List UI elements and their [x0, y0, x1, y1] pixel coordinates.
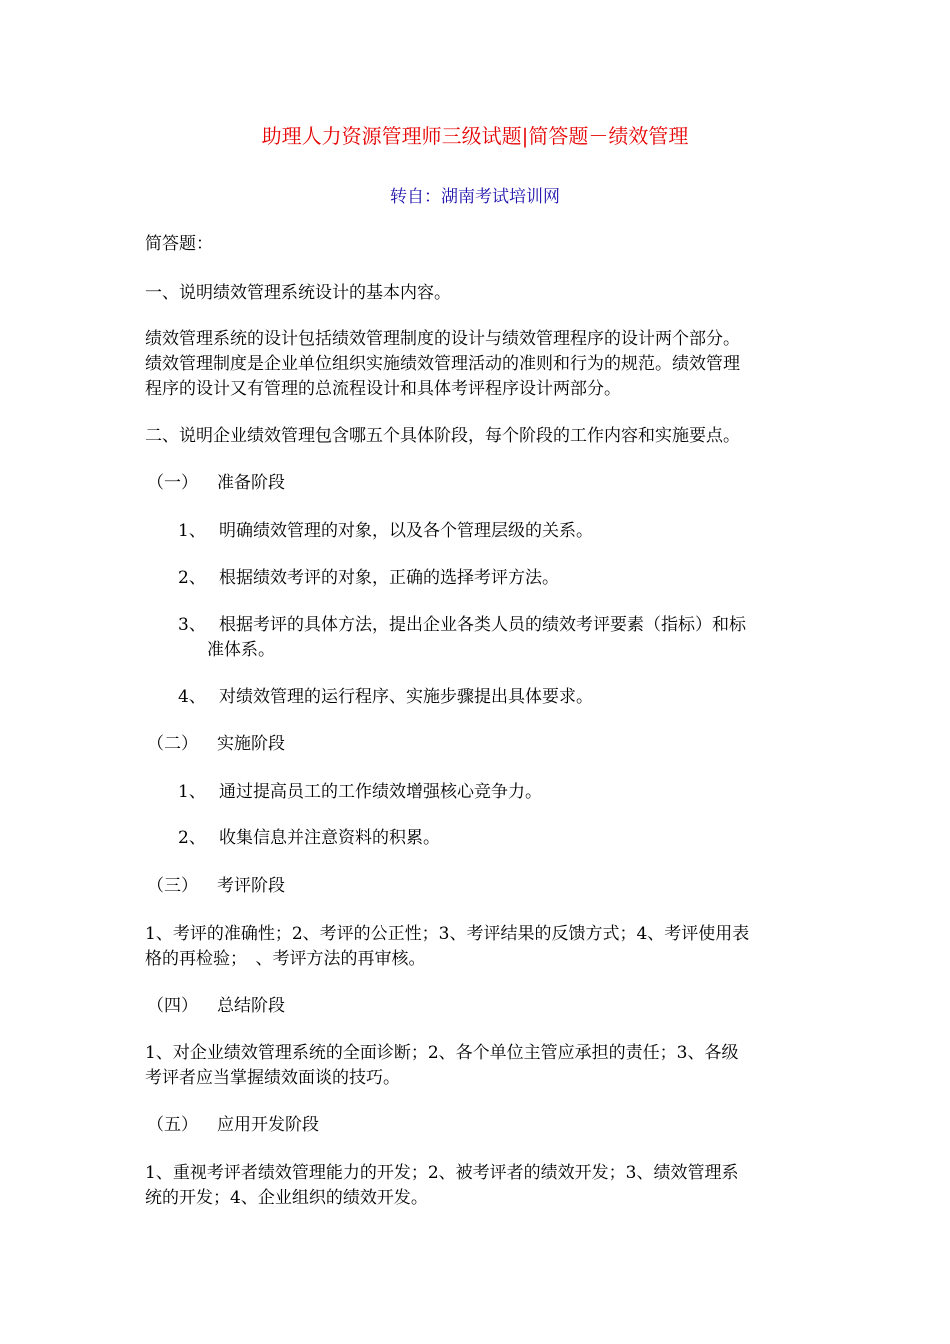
stage-4-line-2: 考评者应当掌握绩效面谈的技巧。	[145, 1068, 400, 1088]
stage-5-name: 应用开发阶段	[217, 1115, 319, 1135]
answer-1-line-3: 程序的设计又有管理的总流程设计和具体考评程序设计两部分。	[145, 379, 621, 399]
stage-4-heading	[147, 994, 812, 1019]
stage-2-label: （二）	[147, 734, 198, 754]
source-link[interactable]: 转自：湖南考试培训网	[390, 187, 560, 207]
item-number: 2、	[178, 828, 206, 848]
answer-1-line-1: 绩效管理系统的设计包括绩效管理制度的设计与绩效管理程序的设计两个部分。	[145, 329, 740, 349]
stage-1-name: 准备阶段	[217, 473, 285, 493]
stage-4-label: （四）	[147, 996, 198, 1016]
stage-3-heading	[147, 874, 812, 899]
stage-4-content	[145, 1041, 810, 1091]
item-text: 根据考评的具体方法，提出企业各类人员的绩效考评要素（指标）和标	[219, 615, 746, 635]
stage-1-item-3	[178, 613, 813, 663]
stage-5-content	[145, 1161, 810, 1211]
item-number: 4、	[178, 687, 206, 707]
section-heading: 简答题：	[145, 234, 213, 254]
stage-3-line-2: 格的再检验； 、考评方法的再审核。	[145, 949, 426, 969]
item-text: 对绩效管理的运行程序、实施步骤提出具体要求。	[219, 687, 593, 707]
stage-3-line-1: 1、考评的准确性；2、考评的公正性；3、考评结果的反馈方式；4、考评使用表	[145, 924, 750, 944]
stage-2-name: 实施阶段	[217, 734, 285, 754]
answer-1-line-2: 绩效管理制度是企业单位组织实施绩效管理活动的准则和行为的规范。绩效管理	[145, 354, 740, 374]
stage-1-item-1	[178, 519, 813, 544]
stage-4-line-1: 1、对企业绩效管理系统的全面诊断；2、各个单位主管应承担的责任；3、各级	[145, 1043, 739, 1063]
item-text: 明确绩效管理的对象，以及各个管理层级的关系。	[219, 521, 593, 541]
stage-5-line-2: 统的开发；4、企业组织的绩效开发。	[145, 1188, 428, 1208]
question-2: 二、说明企业绩效管理包含哪五个具体阶段，每个阶段的工作内容和实施要点。	[145, 426, 740, 446]
stage-2-heading	[147, 732, 812, 757]
item-number: 1、	[178, 782, 206, 802]
item-text: 收集信息并注意资料的积累。	[219, 828, 440, 848]
item-number: 2、	[178, 568, 206, 588]
stage-1-item-4	[178, 685, 813, 710]
item-text-continued: 准体系。	[207, 640, 275, 660]
item-text: 通过提高员工的工作绩效增强核心竞争力。	[219, 782, 542, 802]
stage-1-heading	[147, 471, 812, 496]
stage-4-name: 总结阶段	[217, 996, 285, 1016]
stage-2-item-2	[178, 826, 813, 851]
stage-3-content	[145, 922, 810, 972]
item-number: 3、	[178, 615, 206, 635]
stage-3-label: （三）	[147, 876, 198, 896]
answer-1	[145, 327, 810, 402]
stage-1-item-2	[178, 566, 813, 591]
stage-5-label: （五）	[147, 1115, 198, 1135]
item-text: 根据绩效考评的对象，正确的选择考评方法。	[219, 568, 559, 588]
document-title: 助理人力资源管理师三级试题|简答题－绩效管理	[261, 124, 689, 148]
stage-5-line-1: 1、重视考评者绩效管理能力的开发；2、被考评者的绩效开发；3、绩效管理系	[145, 1163, 739, 1183]
item-number: 1、	[178, 521, 206, 541]
question-1: 一、说明绩效管理系统设计的基本内容。	[145, 283, 451, 303]
stage-2-item-1	[178, 780, 813, 805]
stage-5-heading	[147, 1113, 812, 1138]
stage-3-name: 考评阶段	[217, 876, 285, 896]
stage-1-label: （一）	[147, 473, 198, 493]
